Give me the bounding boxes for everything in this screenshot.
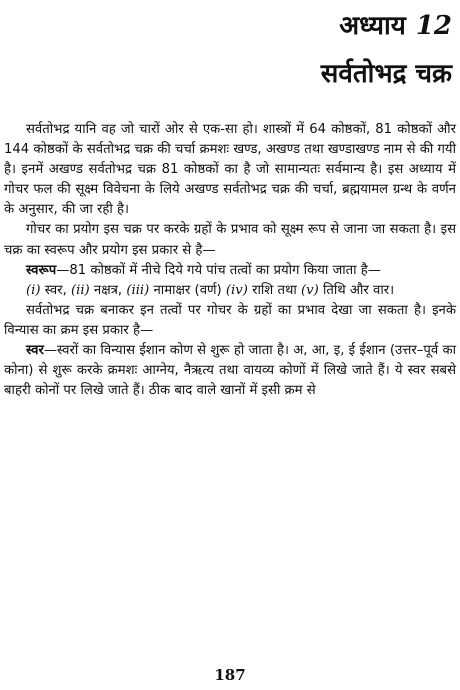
- list-text-v: तिथि और वार।: [318, 282, 395, 298]
- paragraph-element-list: [4, 281, 456, 301]
- list-num-iv: (iv): [225, 282, 248, 298]
- paragraph-swar: [4, 341, 456, 401]
- chapter-heading: [339, 10, 452, 42]
- list-num-ii: (ii): [70, 282, 90, 298]
- swaroop-heading: स्वरूप: [26, 262, 57, 278]
- list-num-v: (v): [301, 282, 319, 298]
- chapter-label: अध्याय: [339, 11, 406, 41]
- list-text-iii: नामाक्षर (वर्ण): [149, 282, 226, 298]
- page-number: 187: [214, 666, 246, 684]
- body-text: [4, 120, 456, 401]
- list-text-ii: नक्षत्र,: [89, 282, 127, 298]
- list-text-i: स्वर,: [40, 282, 71, 298]
- paragraph-intro: सर्वतोभद्र यानि वह जो चारों ओर से एक-सा हो। शास्त्रों में 64 कोष्ठकों, 81 कोष्ठकों और 144 कोष्ठकों के सर्वतोभद्र चक्र की चर्चा क्रमशः खण्ड, अखण्ड तथा खण्डाखण्ड नाम से की गयी है। इनमें अखण्ड सर्वतोभद्र चक्र 81 कोष्ठकों का है जो सामान्यतः सर्वमान्य है। इस अध्याय में गोचर फल की सूक्ष्म विवेचना के लिये अखण्ड सर्वतोभद्र चक्र की चर्चा, ब्रह्मयामल ग्रन्थ के वर्णन के अनुसार, की जा रही है।: [4, 122, 456, 218]
- swar-heading: स्वर: [26, 343, 44, 359]
- paragraph-layout: सर्वतोभद्र चक्र बनाकर इन तत्वों पर गोचर के ग्रहों का प्रभाव देखा जा सकता है। इनके विन्यास का क्रम इस प्रकार है—: [4, 302, 456, 338]
- paragraph-swaroop: [4, 261, 456, 281]
- list-text-iv: राशि तथा: [247, 282, 302, 298]
- list-num-i: (i): [26, 282, 41, 298]
- paragraph-gochar: गोचर का प्रयोग इस चक्र पर करके ग्रहों के प्रभाव को सूक्ष्म रूप से जाना जा सकता है। इस चक्र का स्वरूप और प्रयोग इस प्रकार से है—: [4, 222, 456, 258]
- swar-text: —स्वरों का विन्यास ईशान कोण से शुरू हो जाता है। अ, आ, इ, ई ईशान (उत्तर–पूर्व का कोना) से शुरू करके क्रमशः आग्नेय, नैऋत्य तथा वायव्य कोणों में लिखे जाते हैं। ये स्वर सबसे बाहरी कोनों पर लिखे जाते हैं। ठीक बाद वाले खानों में इसी क्रम से: [4, 343, 456, 399]
- swaroop-text: —81 कोष्ठकों में नीचे दिये गये पांच तत्वों का प्रयोग किया जाता है—: [56, 262, 381, 278]
- chapter-title: सर्वतोभद्र चक्र: [320, 59, 452, 89]
- list-num-iii: (iii): [126, 282, 150, 298]
- chapter-number: 12: [415, 11, 452, 41]
